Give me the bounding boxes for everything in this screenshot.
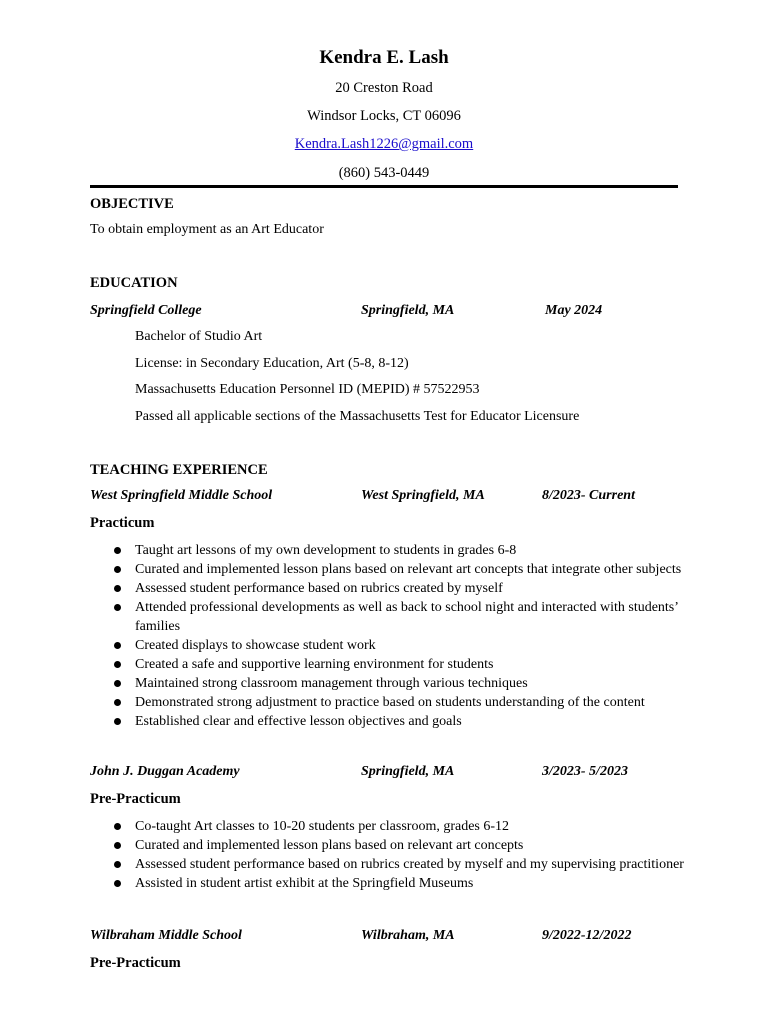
bullet-icon: [114, 547, 121, 554]
job-bullet-list: [114, 817, 684, 893]
bullet-icon: [114, 861, 121, 868]
education-school: Springfield College: [90, 303, 202, 318]
objective-text: To obtain employment as an Art Educator: [90, 222, 324, 237]
education-detail: Massachusetts Education Personnel ID (MEPID) # 57522953: [135, 382, 480, 397]
job-role: Pre-Practicum: [90, 955, 181, 971]
bullet-text: Curated and implemented lesson plans based on relevant art concepts: [135, 838, 524, 853]
bullet-icon: [114, 718, 121, 725]
job-school: West Springfield Middle School: [90, 488, 273, 503]
list-item: [114, 655, 684, 674]
bullet-text: Curated and implemented lesson plans based on relevant art concepts that integrate other subjects: [135, 562, 682, 577]
bullet-text: Taught art lessons of my own development to students in grades 6-8: [135, 543, 517, 558]
list-item: [114, 874, 684, 893]
education-location: Springfield, MA: [361, 303, 455, 318]
bullet-text: Created a safe and supportive learning environment for students: [135, 657, 494, 672]
bullet-text: Established clear and effective lesson objectives and goals: [135, 714, 462, 729]
bullet-text: Maintained strong classroom management through various techniques: [135, 676, 528, 691]
bullet-icon: [114, 566, 121, 573]
job-school: Wilbraham Middle School: [90, 928, 242, 943]
list-item: [114, 636, 684, 655]
email-link[interactable]: Kendra.Lash1226@gmail.com: [294, 136, 474, 152]
address-line-1: 20 Creston Road: [335, 80, 433, 96]
job-role: Practicum: [90, 515, 155, 531]
header-divider: [90, 185, 678, 188]
list-item: [114, 855, 684, 874]
email-container: [0, 136, 768, 153]
list-item: [114, 836, 684, 855]
job-dates: 3/2023- 5/2023: [542, 764, 628, 779]
bullet-text: Assessed student performance based on rubrics created by myself and my supervising practitioner: [135, 857, 684, 872]
bullet-text: Created displays to showcase student work: [135, 638, 376, 653]
candidate-name: Kendra E. Lash: [319, 47, 449, 68]
bullet-icon: [114, 680, 121, 687]
bullet-icon: [114, 604, 121, 611]
education-heading: EDUCATION: [90, 275, 178, 291]
bullet-text: Demonstrated strong adjustment to practice based on students understanding of the content: [135, 695, 645, 710]
phone-number: (860) 543-0449: [338, 165, 430, 181]
bullet-icon: [114, 585, 121, 592]
bullet-text: Assessed student performance based on rubrics created by myself: [135, 581, 503, 596]
bullet-icon: [114, 661, 121, 668]
experience-heading: TEACHING EXPERIENCE: [90, 462, 268, 478]
bullet-text: Assisted in student artist exhibit at the Springfield Museums: [135, 876, 474, 891]
bullet-icon: [114, 842, 121, 849]
education-detail: License: in Secondary Education, Art (5-8, 8-12): [135, 356, 409, 371]
job-location: Springfield, MA: [361, 764, 455, 779]
list-item: [114, 579, 684, 598]
list-item: [114, 817, 684, 836]
list-item: [114, 598, 684, 636]
list-item: [114, 541, 684, 560]
list-item: [114, 712, 684, 731]
bullet-text: Co-taught Art classes to 10-20 students per classroom, grades 6-12: [135, 819, 510, 834]
bullet-text: Attended professional developments as well as back to school night and interacted with students’ families: [135, 600, 678, 634]
education-detail: Passed all applicable sections of the Massachusetts Test for Educator Licensure: [135, 409, 580, 424]
bullet-icon: [114, 823, 121, 830]
job-dates: 9/2022-12/2022: [542, 928, 632, 943]
job-school: John J. Duggan Academy: [90, 764, 240, 779]
list-item: [114, 674, 684, 693]
address-line-2: Windsor Locks, CT 06096: [307, 108, 461, 124]
education-detail: Bachelor of Studio Art: [135, 329, 263, 344]
bullet-icon: [114, 880, 121, 887]
bullet-icon: [114, 699, 121, 706]
job-location: West Springfield, MA: [361, 488, 485, 503]
objective-heading: OBJECTIVE: [90, 196, 174, 212]
job-location: Wilbraham, MA: [361, 928, 455, 943]
job-role: Pre-Practicum: [90, 791, 181, 807]
job-bullet-list: [114, 541, 684, 731]
bullet-icon: [114, 642, 121, 649]
education-date: May 2024: [545, 303, 603, 318]
list-item: [114, 560, 684, 579]
list-item: [114, 693, 684, 712]
job-dates: 8/2023- Current: [542, 488, 635, 503]
